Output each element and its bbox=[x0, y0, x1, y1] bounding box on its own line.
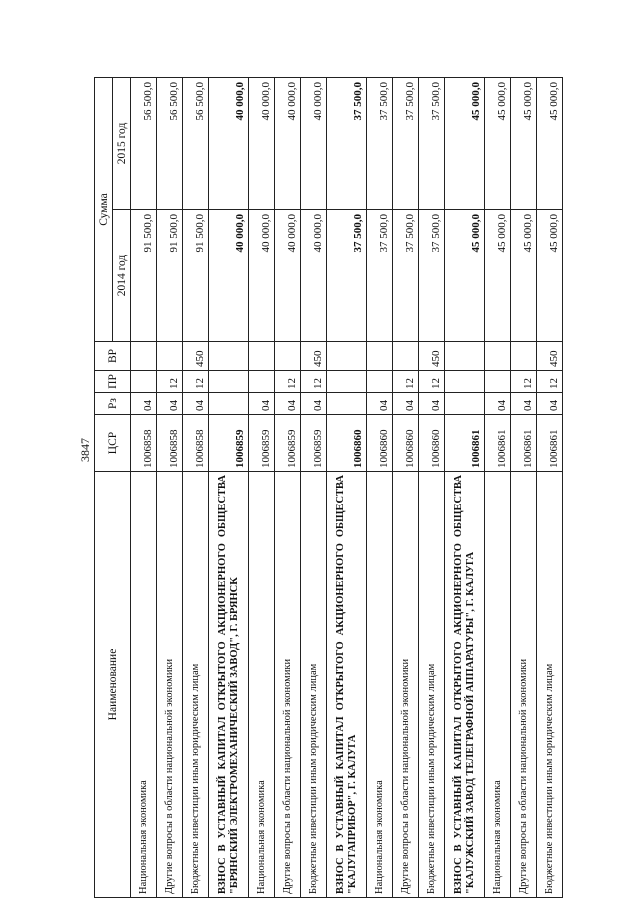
row-rz: 04 bbox=[393, 393, 419, 415]
row-pr: 12 bbox=[393, 371, 419, 393]
row-vr bbox=[157, 342, 183, 371]
row-sum-2015: 37 500,0 bbox=[327, 77, 367, 209]
row-sum-2014: 40 000,0 bbox=[249, 210, 275, 342]
row-vr: 450 bbox=[301, 342, 327, 371]
row-rz: 04 bbox=[511, 393, 537, 415]
table-row bbox=[183, 77, 209, 897]
row-name: Другие вопросы в области национальной экономики bbox=[511, 472, 537, 898]
row-name: Другие вопросы в области национальной экономики bbox=[275, 472, 301, 898]
table-row bbox=[131, 77, 157, 897]
row-rz: 04 bbox=[249, 393, 275, 415]
row-sum-2014: 37 500,0 bbox=[367, 210, 393, 342]
row-pr bbox=[367, 371, 393, 393]
row-name: Национальная экономика bbox=[367, 472, 393, 898]
row-rz: 04 bbox=[537, 393, 563, 415]
row-sum-2015: 40 000,0 bbox=[249, 77, 275, 209]
row-csr: 1006860 bbox=[327, 415, 367, 472]
row-vr bbox=[275, 342, 301, 371]
header-rz: Рз bbox=[95, 393, 131, 415]
table-row bbox=[367, 77, 393, 897]
row-csr: 1006861 bbox=[485, 415, 511, 472]
row-sum-2015: 37 500,0 bbox=[367, 77, 393, 209]
table-row bbox=[511, 77, 537, 897]
row-rz bbox=[209, 393, 249, 415]
row-pr bbox=[249, 371, 275, 393]
row-sum-2014: 45 000,0 bbox=[537, 210, 563, 342]
row-sum-2014: 40 000,0 bbox=[301, 210, 327, 342]
table-row-section bbox=[327, 77, 367, 897]
row-sum-2014: 37 500,0 bbox=[393, 210, 419, 342]
row-pr: 12 bbox=[275, 371, 301, 393]
row-vr bbox=[393, 342, 419, 371]
row-csr: 1006861 bbox=[537, 415, 563, 472]
row-csr: 1006860 bbox=[393, 415, 419, 472]
row-sum-2014: 40 000,0 bbox=[209, 210, 249, 342]
row-sum-2015: 45 000,0 bbox=[445, 77, 485, 209]
row-rz: 04 bbox=[157, 393, 183, 415]
row-name: Бюджетные инвестиции иным юридическим лицам bbox=[301, 472, 327, 898]
row-pr: 12 bbox=[419, 371, 445, 393]
table-row bbox=[275, 77, 301, 897]
row-sum-2015: 56 500,0 bbox=[131, 77, 157, 209]
row-name: Бюджетные инвестиции иным юридическим лицам bbox=[183, 472, 209, 898]
header-name: Наименование bbox=[95, 472, 131, 898]
row-name: Национальная экономика bbox=[249, 472, 275, 898]
row-sum-2014: 37 500,0 bbox=[419, 210, 445, 342]
row-name: Другие вопросы в области национальной экономики bbox=[157, 472, 183, 898]
row-vr: 450 bbox=[537, 342, 563, 371]
row-vr bbox=[327, 342, 367, 371]
row-rz bbox=[445, 393, 485, 415]
row-sum-2015: 40 000,0 bbox=[209, 77, 249, 209]
row-name: Национальная экономика bbox=[485, 472, 511, 898]
row-pr bbox=[445, 371, 485, 393]
row-vr: 450 bbox=[419, 342, 445, 371]
row-csr: 1006858 bbox=[183, 415, 209, 472]
header-year-2015: 2015 год bbox=[113, 77, 131, 209]
table-row bbox=[393, 77, 419, 897]
row-sum-2015: 37 500,0 bbox=[419, 77, 445, 209]
row-sum-2014: 40 000,0 bbox=[275, 210, 301, 342]
row-pr bbox=[327, 371, 367, 393]
row-pr bbox=[131, 371, 157, 393]
row-rz: 04 bbox=[485, 393, 511, 415]
header-year-2014: 2014 год bbox=[113, 210, 131, 342]
header-csr: ЦСР bbox=[95, 415, 131, 472]
row-sum-2014: 91 500,0 bbox=[157, 210, 183, 342]
row-pr: 12 bbox=[157, 371, 183, 393]
row-rz bbox=[327, 393, 367, 415]
row-name: Бюджетные инвестиции иным юридическим лицам bbox=[537, 472, 563, 898]
row-rz: 04 bbox=[301, 393, 327, 415]
table-row bbox=[157, 77, 183, 897]
row-csr: 1006860 bbox=[367, 415, 393, 472]
row-vr bbox=[367, 342, 393, 371]
table-row-section bbox=[445, 77, 485, 897]
row-pr bbox=[209, 371, 249, 393]
row-vr bbox=[209, 342, 249, 371]
table-row bbox=[249, 77, 275, 897]
row-csr: 1006859 bbox=[209, 415, 249, 472]
row-name: ВЗНОС В УСТАВНЫЙ КАПИТАЛ ОТКРЫТОГО АКЦИОНЕРНОГО ОБЩЕСТВА "КАЛУЖСКИЙ ЗАВОД ТЕЛЕГРАФНОЙ АППАРАТУРЫ", Г. КАЛУГА bbox=[445, 472, 485, 898]
row-sum-2014: 45 000,0 bbox=[445, 210, 485, 342]
row-sum-2015: 40 000,0 bbox=[275, 77, 301, 209]
row-csr: 1006860 bbox=[419, 415, 445, 472]
row-sum-2015: 40 000,0 bbox=[301, 77, 327, 209]
row-pr: 12 bbox=[301, 371, 327, 393]
row-sum-2014: 91 500,0 bbox=[131, 210, 157, 342]
row-sum-2015: 56 500,0 bbox=[157, 77, 183, 209]
row-name: ВЗНОС В УСТАВНЫЙ КАПИТАЛ ОТКРЫТОГО АКЦИОНЕРНОГО ОБЩЕСТВА "КАЛУГАПРИБОР", Г. КАЛУГА bbox=[327, 472, 367, 898]
row-vr bbox=[511, 342, 537, 371]
row-csr: 1006859 bbox=[249, 415, 275, 472]
row-csr: 1006859 bbox=[275, 415, 301, 472]
table-row-section bbox=[209, 77, 249, 897]
row-sum-2015: 37 500,0 bbox=[393, 77, 419, 209]
table-row bbox=[485, 77, 511, 897]
row-vr: 450 bbox=[183, 342, 209, 371]
row-sum-2015: 56 500,0 bbox=[183, 77, 209, 209]
row-sum-2015: 45 000,0 bbox=[511, 77, 537, 209]
table-row bbox=[301, 77, 327, 897]
row-sum-2014: 45 000,0 bbox=[485, 210, 511, 342]
row-sum-2014: 45 000,0 bbox=[511, 210, 537, 342]
row-pr: 12 bbox=[537, 371, 563, 393]
row-csr: 1006861 bbox=[445, 415, 485, 472]
row-rz: 04 bbox=[367, 393, 393, 415]
row-sum-2014: 91 500,0 bbox=[183, 210, 209, 342]
row-vr bbox=[249, 342, 275, 371]
header-sum: Сумма bbox=[95, 77, 113, 341]
page-number: 3847 bbox=[78, 438, 92, 462]
header-pr: ПР bbox=[95, 371, 131, 393]
budget-table bbox=[94, 77, 563, 898]
row-rz: 04 bbox=[183, 393, 209, 415]
row-vr bbox=[445, 342, 485, 371]
row-rz: 04 bbox=[275, 393, 301, 415]
row-name: Бюджетные инвестиции иным юридическим лицам bbox=[419, 472, 445, 898]
row-vr bbox=[131, 342, 157, 371]
row-csr: 1006859 bbox=[301, 415, 327, 472]
row-pr: 12 bbox=[511, 371, 537, 393]
header-vr: ВР bbox=[95, 342, 131, 371]
row-sum-2015: 45 000,0 bbox=[485, 77, 511, 209]
row-csr: 1006861 bbox=[511, 415, 537, 472]
row-pr bbox=[485, 371, 511, 393]
row-rz: 04 bbox=[419, 393, 445, 415]
row-pr: 12 bbox=[183, 371, 209, 393]
row-name: ВЗНОС В УСТАВНЫЙ КАПИТАЛ ОТКРЫТОГО АКЦИОНЕРНОГО ОБЩЕСТВА "БРЯНСКИЙ ЭЛЕКТРОМЕХАНИЧЕСКИЙ ЗАВОД", Г. БРЯНСК bbox=[209, 472, 249, 898]
row-sum-2014: 37 500,0 bbox=[327, 210, 367, 342]
row-name: Другие вопросы в области национальной экономики bbox=[393, 472, 419, 898]
table-row bbox=[537, 77, 563, 897]
row-csr: 1006858 bbox=[157, 415, 183, 472]
row-csr: 1006858 bbox=[131, 415, 157, 472]
row-vr bbox=[485, 342, 511, 371]
row-rz: 04 bbox=[131, 393, 157, 415]
budget-table-container bbox=[94, 78, 560, 898]
table-row bbox=[419, 77, 445, 897]
row-name: Национальная экономика bbox=[131, 472, 157, 898]
row-sum-2015: 45 000,0 bbox=[537, 77, 563, 209]
